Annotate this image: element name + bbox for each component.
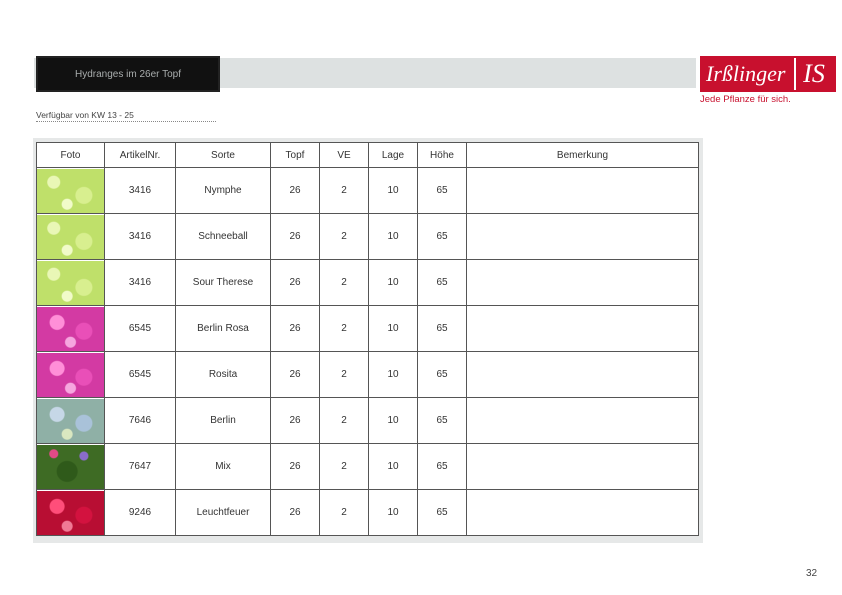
col-header-artikelnr: ArtikelNr. xyxy=(105,143,176,168)
artikel-cell: 7646 xyxy=(105,398,176,444)
lage-cell: 10 xyxy=(369,444,418,490)
topf-cell: 26 xyxy=(271,490,320,536)
ve-cell: 2 xyxy=(320,306,369,352)
sorte-cell: Berlin xyxy=(176,398,271,444)
green-hydrangea-photo xyxy=(37,215,104,259)
hoehe-cell: 65 xyxy=(418,490,467,536)
ve-cell: 2 xyxy=(320,168,369,214)
photo-cell xyxy=(37,444,105,490)
table-row xyxy=(37,214,699,260)
hoehe-cell: 65 xyxy=(418,306,467,352)
hoehe-cell: 65 xyxy=(418,214,467,260)
bemerkung-cell xyxy=(467,398,699,444)
sorte-cell: Leuchtfeuer xyxy=(176,490,271,536)
sorte-cell: Rosita xyxy=(176,352,271,398)
ve-cell: 2 xyxy=(320,352,369,398)
sorte-cell: Mix xyxy=(176,444,271,490)
col-header-ve: VE xyxy=(320,143,369,168)
lage-cell: 10 xyxy=(369,168,418,214)
blue-hydrangea-photo xyxy=(37,399,104,443)
topf-cell: 26 xyxy=(271,306,320,352)
table-row xyxy=(37,352,699,398)
table-row xyxy=(37,306,699,352)
col-header-topf: Topf xyxy=(271,143,320,168)
bemerkung-cell xyxy=(467,444,699,490)
bemerkung-cell xyxy=(467,306,699,352)
photo-cell xyxy=(37,260,105,306)
col-header-hoehe: Höhe xyxy=(418,143,467,168)
mixed-hydrangea-photo xyxy=(37,445,104,489)
photo-cell xyxy=(37,168,105,214)
artikel-cell: 6545 xyxy=(105,306,176,352)
topf-cell: 26 xyxy=(271,444,320,490)
topf-cell: 26 xyxy=(271,260,320,306)
topf-cell: 26 xyxy=(271,398,320,444)
hoehe-cell: 65 xyxy=(418,444,467,490)
pink-hydrangea-photo xyxy=(37,353,104,397)
availability-note: Verfügbar von KW 13 - 25 xyxy=(36,110,216,122)
table-header-row xyxy=(37,143,699,168)
lage-cell: 10 xyxy=(369,352,418,398)
bemerkung-cell xyxy=(467,260,699,306)
lage-cell: 10 xyxy=(369,214,418,260)
sorte-cell: Berlin Rosa xyxy=(176,306,271,352)
logo-name: Irßlinger xyxy=(706,61,786,86)
col-header-sorte: Sorte xyxy=(176,143,271,168)
col-header-lage: Lage xyxy=(369,143,418,168)
hoehe-cell: 65 xyxy=(418,398,467,444)
ve-cell: 2 xyxy=(320,214,369,260)
table-row xyxy=(37,260,699,306)
lage-cell: 10 xyxy=(369,306,418,352)
artikel-cell: 3416 xyxy=(105,168,176,214)
artikel-cell: 6545 xyxy=(105,352,176,398)
table-row xyxy=(37,168,699,214)
sorte-cell: Sour Therese xyxy=(176,260,271,306)
page-title: Hydranges im 26er Topf xyxy=(38,58,218,90)
photo-cell xyxy=(37,214,105,260)
topf-cell: 26 xyxy=(271,352,320,398)
ve-cell: 2 xyxy=(320,398,369,444)
table-row xyxy=(37,490,699,536)
bemerkung-cell xyxy=(467,490,699,536)
artikel-cell: 3416 xyxy=(105,260,176,306)
photo-cell xyxy=(37,306,105,352)
page-number: 32 xyxy=(806,568,818,579)
table-row xyxy=(37,398,699,444)
hoehe-cell: 65 xyxy=(418,260,467,306)
sorte-cell: Nymphe xyxy=(176,168,271,214)
topf-cell: 26 xyxy=(271,214,320,260)
green-hydrangea-photo xyxy=(37,261,104,305)
artikel-cell: 9246 xyxy=(105,490,176,536)
green-hydrangea-photo xyxy=(37,169,104,213)
pink-hydrangea-photo xyxy=(37,307,104,351)
product-table xyxy=(36,142,699,536)
artikel-cell: 3416 xyxy=(105,214,176,260)
bemerkung-cell xyxy=(467,352,699,398)
lage-cell: 10 xyxy=(369,398,418,444)
lage-cell: 10 xyxy=(369,260,418,306)
logo-tagline: Jede Pflanze für sich. xyxy=(700,94,791,105)
bemerkung-cell xyxy=(467,168,699,214)
logo-mark-icon: IS xyxy=(794,58,832,90)
photo-cell xyxy=(37,352,105,398)
col-header-foto: Foto xyxy=(37,143,105,168)
sorte-cell: Schneeball xyxy=(176,214,271,260)
bemerkung-cell xyxy=(467,214,699,260)
hoehe-cell: 65 xyxy=(418,352,467,398)
col-header-bemerkung: Bemerkung xyxy=(467,143,699,168)
hoehe-cell: 65 xyxy=(418,168,467,214)
artikel-cell: 7647 xyxy=(105,444,176,490)
lage-cell: 10 xyxy=(369,490,418,536)
ve-cell: 2 xyxy=(320,260,369,306)
red-hydrangea-photo xyxy=(37,491,104,535)
brand-logo xyxy=(700,56,836,106)
photo-cell xyxy=(37,490,105,536)
table-row xyxy=(37,444,699,490)
ve-cell: 2 xyxy=(320,444,369,490)
photo-cell xyxy=(37,398,105,444)
ve-cell: 2 xyxy=(320,490,369,536)
topf-cell: 26 xyxy=(271,168,320,214)
